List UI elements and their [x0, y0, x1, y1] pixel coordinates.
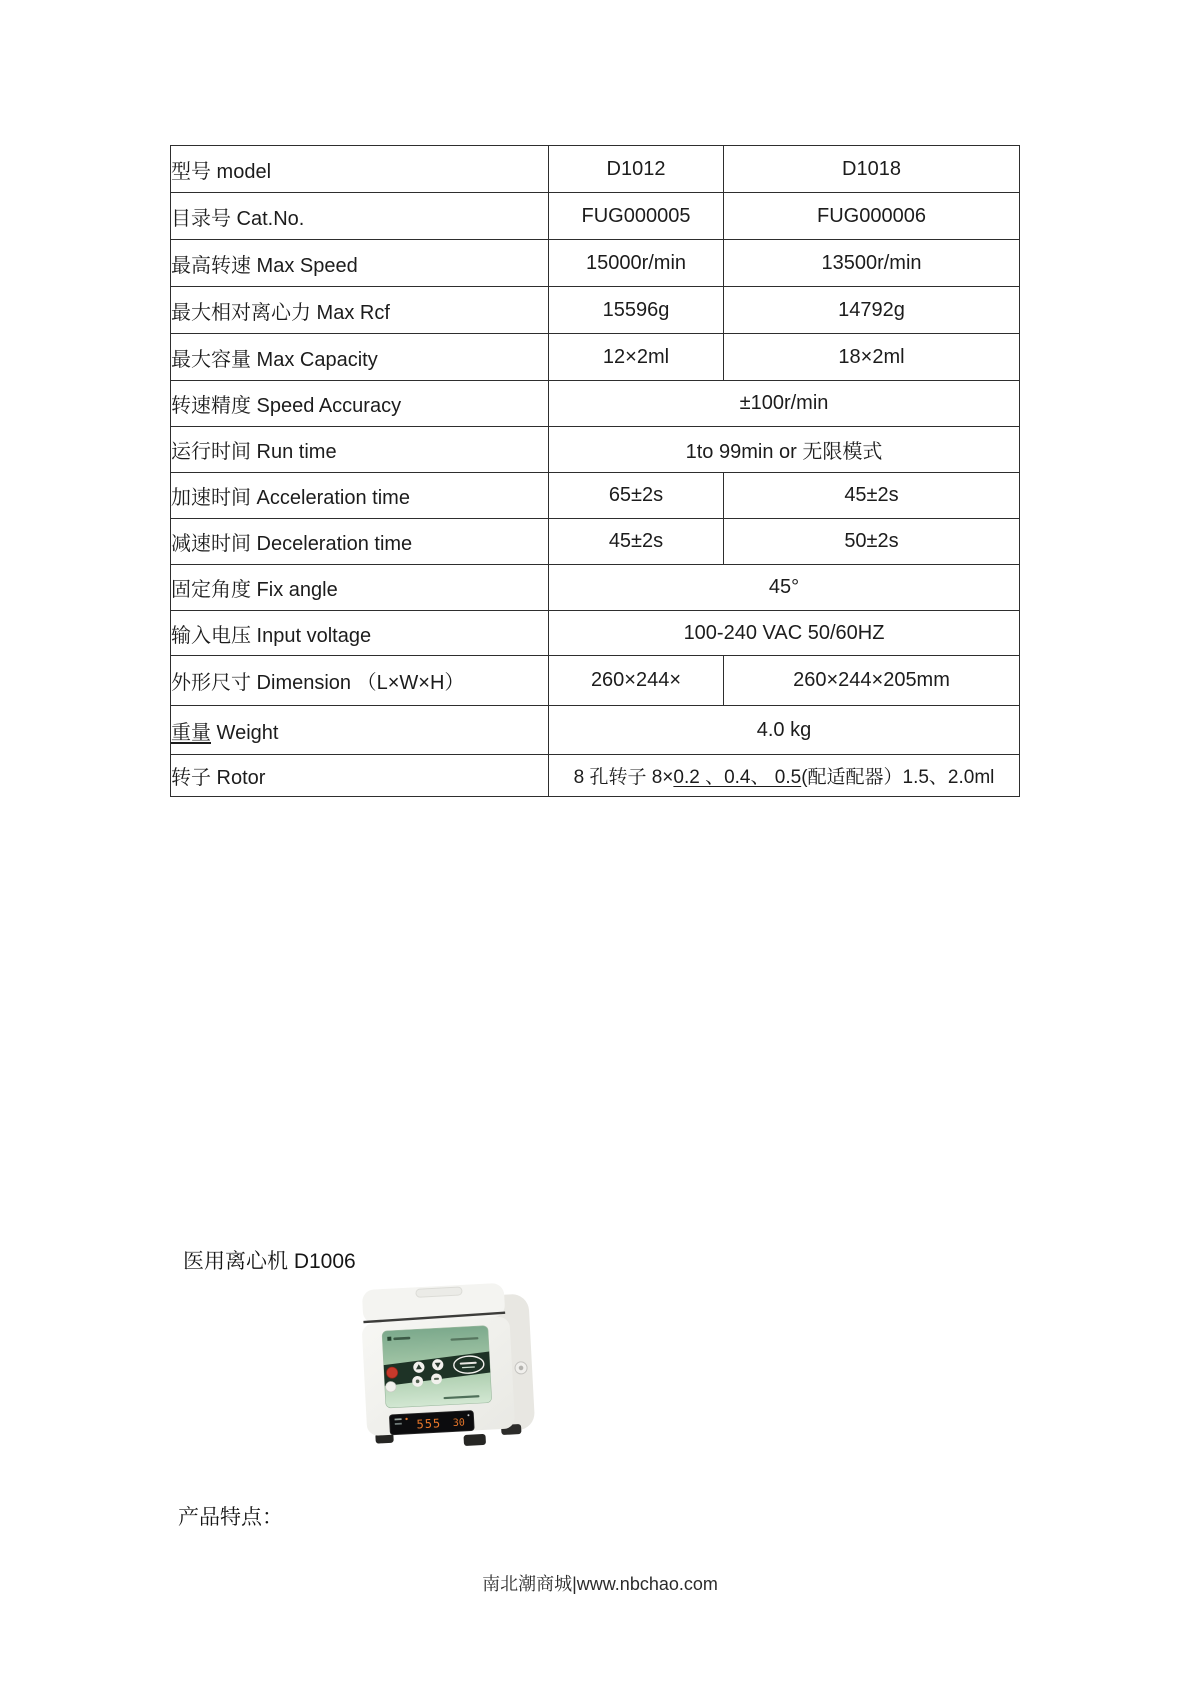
display-speed-value: 555: [416, 1416, 442, 1432]
table-row: [171, 706, 1020, 755]
table-row: [171, 287, 1020, 334]
cell-shared-value: 1to 99min or 无限模式: [549, 427, 1020, 473]
table-row: [171, 519, 1020, 565]
row-label: 最大相对离心力 Max Rcf: [171, 287, 549, 334]
row-label: 型号 model: [171, 146, 549, 193]
centrifuge-illustration: [340, 1276, 546, 1462]
footer-brand: 南北潮商城: [482, 1574, 573, 1594]
footer-url: |www.nbchao.com: [572, 1574, 718, 1594]
display-indicator-2: [395, 1423, 402, 1425]
table-row: [171, 193, 1020, 240]
display-indicator-1: [395, 1418, 402, 1420]
row-label: [171, 706, 549, 755]
table-row: [171, 611, 1020, 656]
table-row: [171, 240, 1020, 287]
table-row: [171, 334, 1020, 381]
row-label: 固定角度 Fix angle: [171, 565, 549, 611]
row-label: 转子 Rotor: [171, 755, 549, 797]
table-row: [171, 427, 1020, 473]
row-label: 转速精度 Speed Accuracy: [171, 381, 549, 427]
cell-d1012: FUG000005: [549, 193, 724, 240]
rotor-value-prefix: 8 孔转子 8×: [573, 767, 674, 788]
cell-shared-value: ±100r/min: [549, 381, 1020, 427]
cell-d1018: D1018: [724, 146, 1020, 193]
cell-d1018: FUG000006: [724, 193, 1020, 240]
row-label: 运行时间 Run time: [171, 427, 549, 473]
rotor-value-suffix: (配适配器）1.5、2.0ml: [801, 767, 995, 788]
device-foot-right: [463, 1434, 486, 1446]
spec-table: [170, 145, 1020, 797]
row-label: 最大容量 Max Capacity: [171, 334, 549, 381]
row-label-underlined: 重量: [171, 721, 211, 744]
display-time-value: 30: [452, 1417, 466, 1430]
cell-d1012: 12×2ml: [549, 334, 724, 381]
table-row: [171, 146, 1020, 193]
row-label-rest: Weight: [211, 721, 279, 744]
cell-d1012: 45±2s: [549, 519, 724, 565]
page-footer: [0, 1570, 1200, 1596]
cell-shared-value: 45°: [549, 565, 1020, 611]
table-row: [171, 656, 1020, 706]
row-label: 加速时间 Acceleration time: [171, 473, 549, 519]
features-heading: 产品特点：: [178, 1506, 283, 1529]
table-row: [171, 565, 1020, 611]
cell-d1018: 45±2s: [724, 473, 1020, 519]
row-label: 外形尺寸 Dimension （L×W×H）: [171, 656, 549, 706]
table-row: [171, 755, 1020, 797]
cell-d1018: 18×2ml: [724, 334, 1020, 381]
section-heading: 医用离心机 D1006: [183, 1250, 356, 1273]
function-button-right-icon: [434, 1378, 439, 1380]
rotor-value-underlined: 0.2 、0.4、 0.5: [673, 767, 802, 788]
brand-logo-mark: [387, 1337, 391, 1341]
cell-shared-value: 4.0 kg: [549, 706, 1020, 755]
cell-d1018: 50±2s: [724, 519, 1020, 565]
cell-d1018: 13500r/min: [724, 240, 1020, 287]
cell-d1012: 260×244×: [549, 656, 724, 706]
row-label: 减速时间 Deceleration time: [171, 519, 549, 565]
cell-shared-value: 100-240 VAC 50/60HZ: [549, 611, 1020, 656]
table-row: [171, 381, 1020, 427]
row-label: 目录号 Cat.No.: [171, 193, 549, 240]
cell-d1012: 15596g: [549, 287, 724, 334]
cell-d1012: 65±2s: [549, 473, 724, 519]
button-below-stop: [385, 1381, 396, 1392]
cell-d1018: 14792g: [724, 287, 1020, 334]
centrifuge-product-image: [340, 1276, 546, 1462]
stop-button: [386, 1367, 398, 1379]
row-label: 最高转速 Max Speed: [171, 240, 549, 287]
row-label: 输入电压 Input voltage: [171, 611, 549, 656]
table-row: [171, 473, 1020, 519]
cell-d1012: D1012: [549, 146, 724, 193]
cell-d1018: 260×244×205mm: [724, 656, 1020, 706]
cell-d1012: 15000r/min: [549, 240, 724, 287]
cell-rotor-value: [549, 755, 1020, 797]
lid-handle-recess: [416, 1287, 462, 1297]
